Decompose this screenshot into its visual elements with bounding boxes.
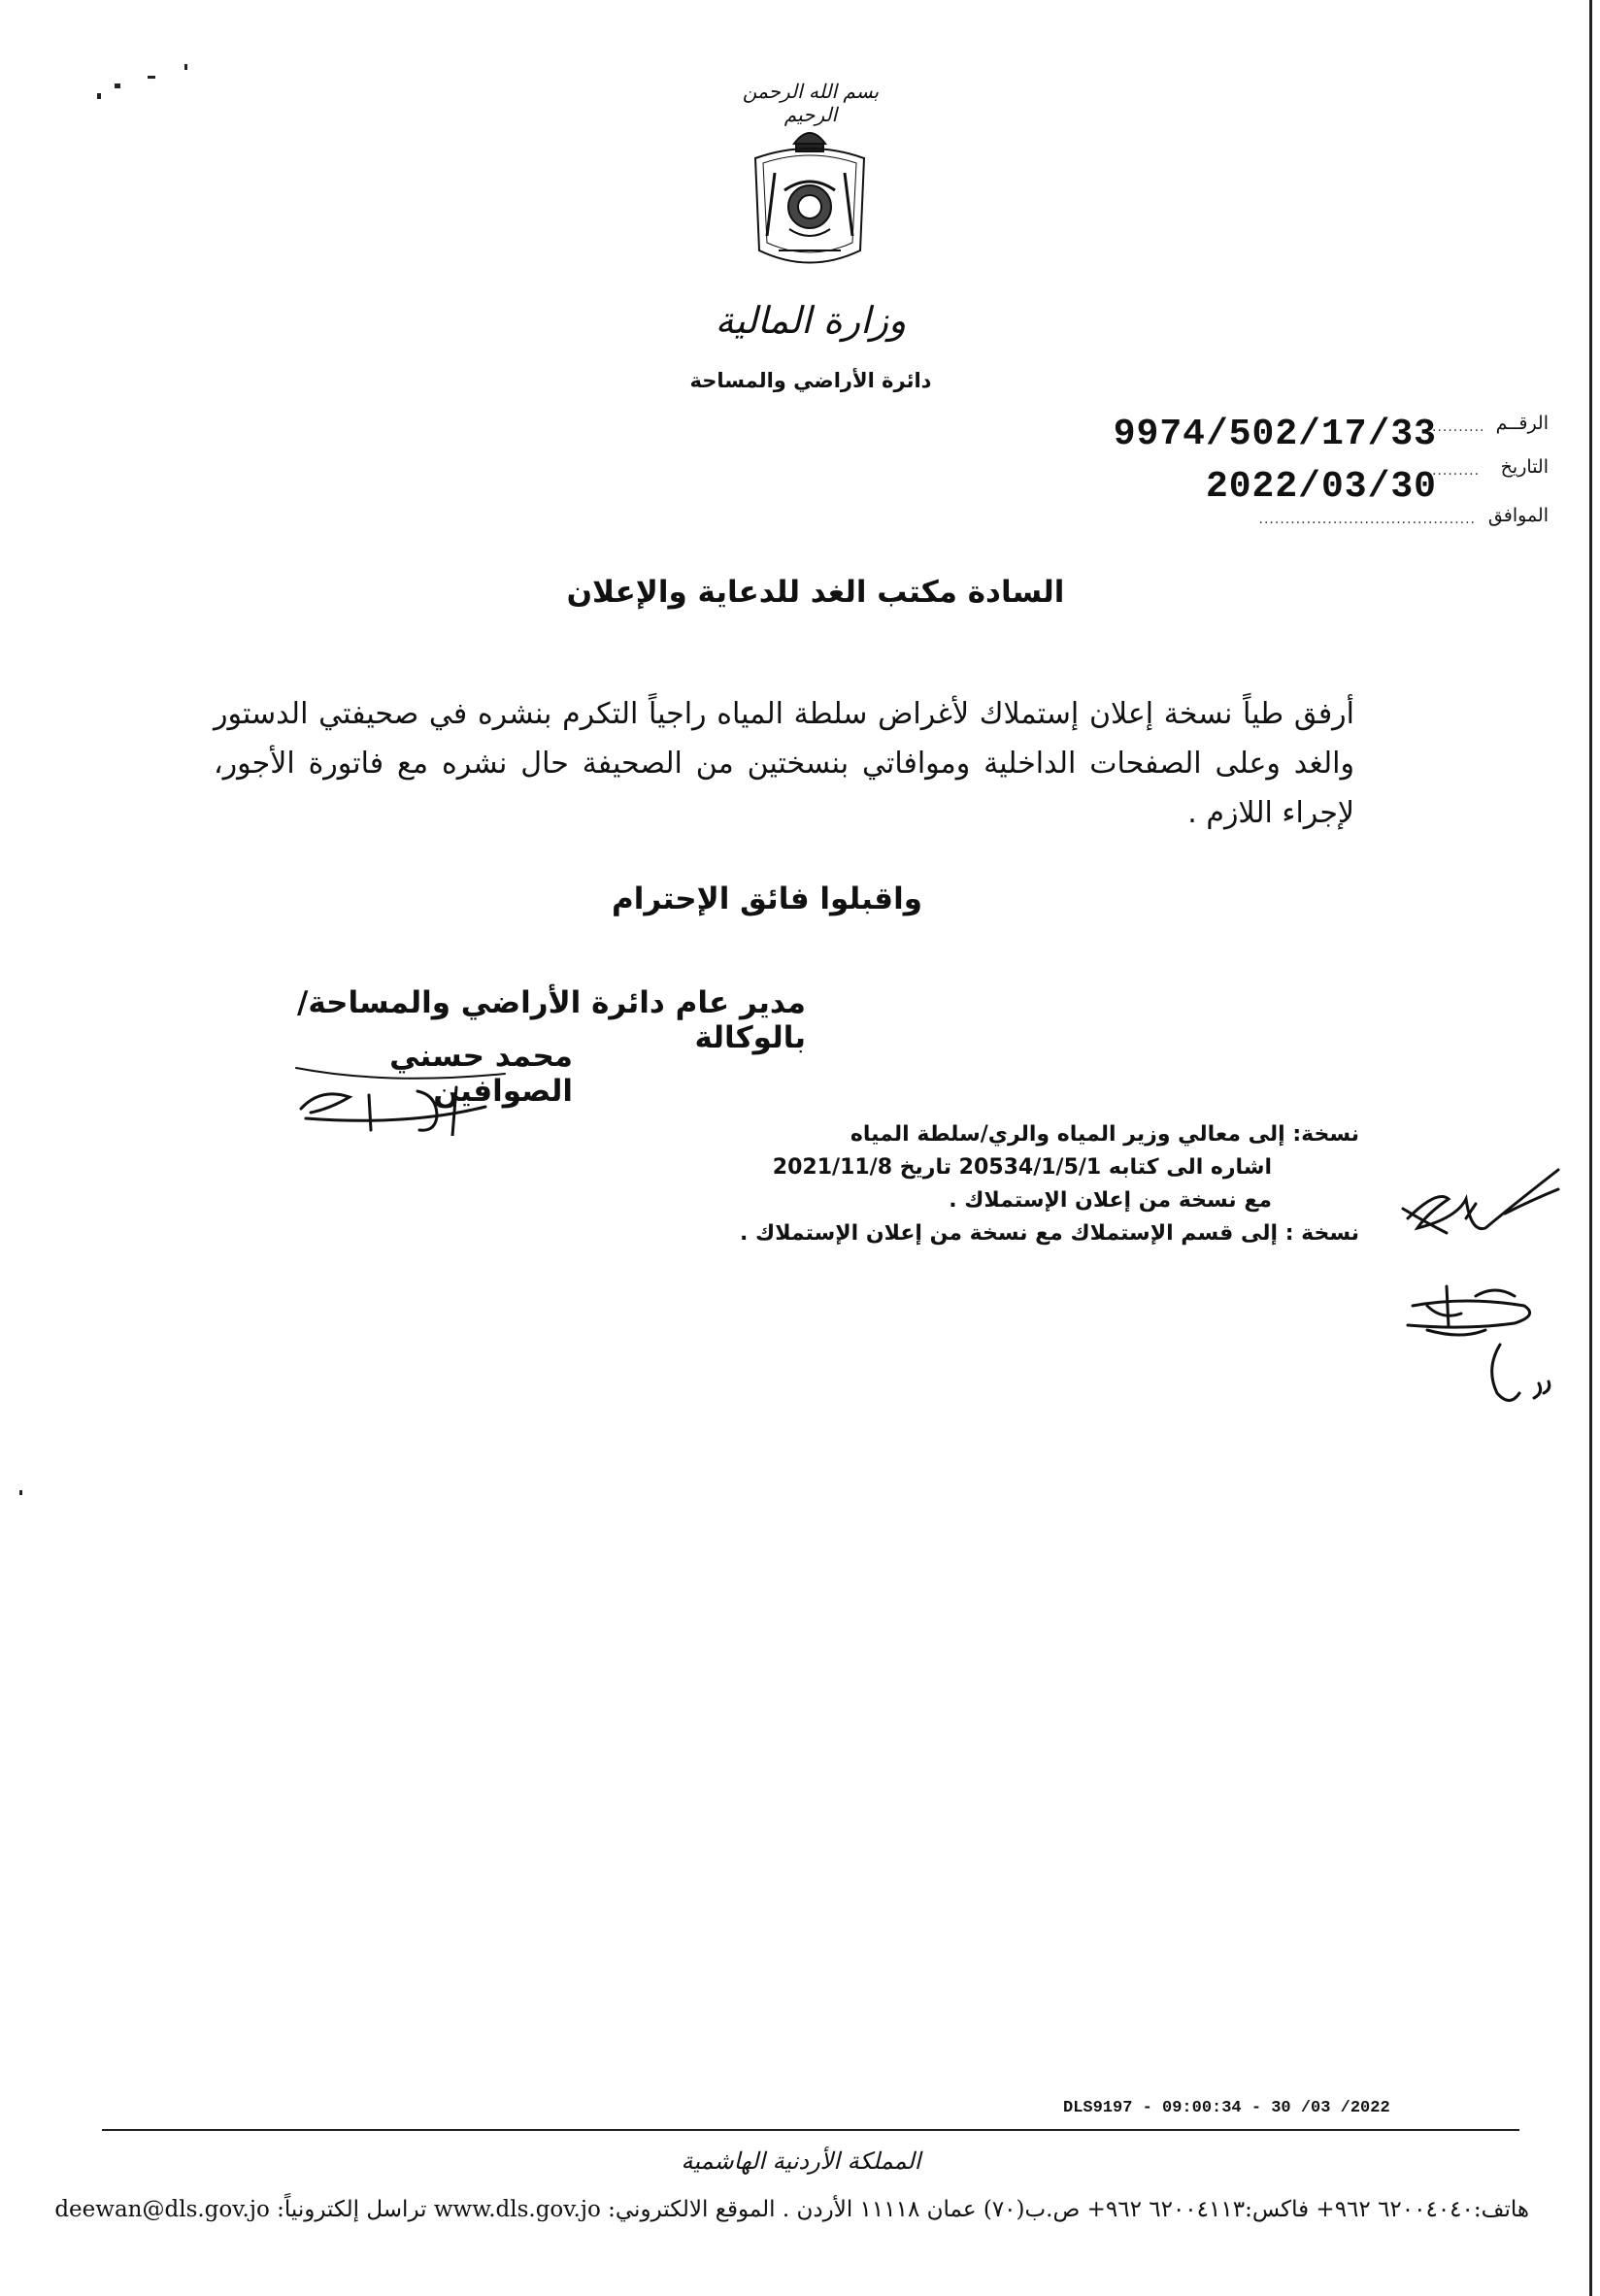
margin-signature bbox=[1388, 1160, 1563, 1422]
scan-speck bbox=[97, 93, 101, 99]
scan-speck bbox=[19, 1490, 22, 1495]
scan-speck bbox=[115, 83, 120, 88]
footer-country: المملكة الأردنية الهاشمية bbox=[681, 2147, 921, 2175]
date-dots: ......... bbox=[1432, 463, 1481, 479]
addressee: السادة مكتب الغد للدعاية والإعلان bbox=[566, 575, 1065, 610]
scan-speck bbox=[184, 64, 187, 70]
department-name: دائرة الأراضي والمساحة bbox=[689, 369, 932, 392]
cc-line-1: نسخة: إلى معالي وزير المياه والري/سلطة المياه bbox=[850, 1122, 1359, 1147]
director-signature bbox=[291, 1048, 515, 1136]
cc-line-3: مع نسخة من إعلان الإستملاك . bbox=[949, 1188, 1272, 1213]
document-code: DLS9197 - 09:00:34 - 30 /03 /2022 bbox=[1063, 2099, 1390, 2117]
cc-line-2: اشاره الى كتابه 20534/1/5/1 تاريخ 2021/11/8 bbox=[772, 1155, 1272, 1180]
number-dots: .......... bbox=[1432, 419, 1485, 435]
jordan-coat-of-arms-icon bbox=[746, 115, 874, 270]
hijri-dots: ......................................... bbox=[1258, 512, 1476, 527]
number-label: الرقــم bbox=[1495, 413, 1549, 434]
hijri-label: الموافق bbox=[1487, 505, 1549, 526]
letter-body: أرفق طياً نسخة إعلان إستملاك لأغراض سلطة المياه راجياً التكرم بنشره في صحيفتي الدستور والغد وعلى الصفحات الداخلية وموافاتي بنسختين من الصحيفة حال نشره مع فاتورة الأجور، لإجراء اللازم . bbox=[214, 697, 1354, 830]
footer-contact: هاتف:٦٢٠٠٤٠٤٠ ٩٦٢+ فاكس:٦٢٠٠٤١١٣ ٩٦٢+ ص.ب(٧٠) عمان ١١١١٨ الأردن . الموقع الالكتروني: www.dls.gov.jo تراسل إلكترونياً: deewan@dls.gov.jo bbox=[54, 2197, 1529, 2222]
date-label: التاريخ bbox=[1500, 456, 1549, 478]
footer-divider bbox=[102, 2129, 1519, 2131]
scan-speck bbox=[148, 76, 155, 79]
reference-number: 9974/502/17/33 bbox=[1113, 414, 1437, 455]
letter-date: 2022/03/30 bbox=[1205, 466, 1437, 508]
closing-line: واقبلوا فائق الإحترام bbox=[611, 882, 922, 916]
basmala-text: بسم الله الرحمن الرحيم bbox=[742, 80, 880, 126]
signer-title: مدير عام دائرة الأراضي والمساحة/بالوكالة bbox=[297, 985, 806, 1055]
ministry-name: وزارة المالية bbox=[715, 299, 907, 342]
signer-name: محمد حسني الصوافين bbox=[389, 1039, 573, 1109]
cc-line-4: نسخة : إلى قسم الإستملاك مع نسخة من إعلان الإستملاك . bbox=[740, 1221, 1359, 1246]
